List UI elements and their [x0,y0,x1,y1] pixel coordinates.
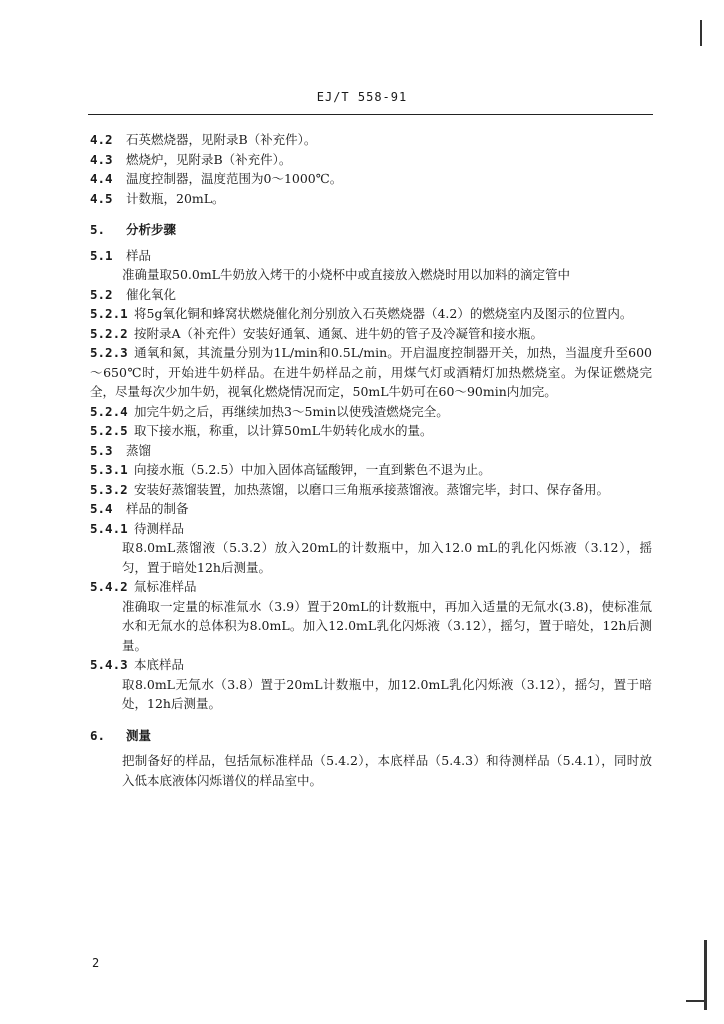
section-6-heading [90,726,652,746]
item-text: 计数瓶，20mL。 [126,190,225,206]
item-text: 本底样品 [134,657,185,672]
item-5-3 [90,441,652,461]
item-number: 5.3 [90,442,113,458]
item-text: 按附录A（补充件）安装好通氧、通氮、进牛奶的管子及冷凝管和接水瓶。 [134,325,544,341]
item-number: 5.2.5 [90,423,128,438]
section-6-body: 把制备好的样品，包括氚标准样品（5.4.2），本底样品（5.4.3）和待测样品（5.4.1），同时放入低本底液体闪烁谱仪的样品室中。 [122,753,652,788]
page-number: 2 [92,956,100,970]
item-4-4 [90,169,652,189]
item-text: 样品的制备 [126,501,189,516]
item-4-3 [90,150,652,170]
item-text: 样品 [126,247,152,263]
section-title: 测量 [126,727,152,743]
item-text: 蒸馏 [126,442,152,458]
item-4-5 [90,189,652,209]
item-5-2-3 [90,343,652,402]
item-number: 5.4.1 [90,520,128,536]
item-number: 4.5 [90,190,113,206]
item-text: 燃烧炉，见附录B（补充件）。 [126,151,292,167]
item-5-3-1 [90,460,652,480]
item-5-4 [90,499,652,519]
item-number: 5.3.1 [90,462,128,477]
header-rule [88,114,653,115]
item-text: 取下接水瓶，称重，以计算50mL牛奶转化成水的量。 [134,423,433,438]
item-5-1-body: 准确量取50.0mL牛奶放入烤干的小烧杯中或直接放入燃烧时用以加料的滴定管中 [122,267,570,282]
document-code: EJ/T 558-91 [316,90,408,104]
item-5-4-1 [90,519,652,539]
item-number: 4.2 [90,132,113,147]
section-5-heading [90,220,652,240]
item-number: 5.2.3 [90,345,128,360]
item-5-2-4 [90,402,652,422]
item-text: 向接水瓶（5.2.5）中加入固体高锰酸钾，一直到紫色不退为止。 [134,462,491,477]
item-4-2 [90,130,652,150]
item-text: 通氧和氮，其流量分别为1L/min和0.5L/min。开启温度控制器开关，加热，当温度升至600～650℃时，开始进牛奶样品。在进牛奶样品之前，用煤气灯或酒精灯加热燃烧室。为保证燃烧完全，尽量每次少加牛奶，视氧化燃烧情况而定，50mL牛奶可在60～90min内加完。 [90,345,652,399]
item-number: 5.4.3 [90,657,128,672]
item-number: 5.2.4 [90,403,128,419]
document-body [90,130,652,790]
item-5-2-1 [90,304,652,324]
item-5-4-2-body: 准确取一定量的标准氚水（3.9）置于20mL的计数瓶中，再加入适量的无氚水(3.8)，使标准氚水和无氚水的总体积为8.0mL。加入12.0mL乳化闪烁液（3.12），摇匀，置于暗处，12h后测量。 [122,598,652,653]
item-number: 4.3 [90,151,113,167]
item-text: 待测样品 [134,520,185,536]
item-5-3-2 [90,480,652,500]
item-text: 将5g氧化铜和蜂窝状燃烧催化剂分别放入石英燃烧器（4.2）的燃烧室内及图示的位置内。 [134,306,633,321]
item-text: 温度控制器，温度范围为0～1000℃。 [126,171,343,186]
section-number: 6. [90,727,106,743]
item-5-2-2 [90,324,652,344]
item-number: 5.2.1 [90,306,128,321]
item-5-2-5 [90,421,652,441]
item-text: 加完牛奶之后，再继续加热3～5min以使残渣燃烧完全。 [134,403,449,419]
item-number: 5.2.2 [90,325,128,341]
item-5-4-2 [90,577,652,597]
item-number: 5.4.2 [90,579,128,594]
item-number: 4.4 [90,171,113,186]
item-5-4-3 [90,655,652,675]
item-number: 5.3.2 [90,481,128,497]
item-text: 氚标准样品 [134,579,197,594]
item-5-4-1-body: 取8.0mL蒸馏液（5.3.2）放入20mL的计数瓶中，加入12.0 mL的乳化闪烁液（3.12），摇匀，置于暗处12h后测量。 [122,540,652,575]
section-number: 5. [90,222,106,237]
item-5-2 [90,285,652,305]
item-5-1 [90,246,652,266]
item-text: 催化氧化 [126,286,177,302]
item-text: 安装好蒸馏装置，加热蒸馏，以磨口三角瓶承接蒸馏液。蒸馏完毕，封口、保存备用。 [134,481,610,497]
item-number: 5.2 [90,286,113,302]
item-text: 石英燃烧器，见附录B（补充件）。 [126,132,317,147]
item-number: 5.4 [90,501,113,516]
scan-edge-mark [686,1000,706,1002]
item-5-4-3-body: 取8.0mL无氚水（3.8）置于20mL计数瓶中，加12.0mL乳化闪烁液（3.12），摇匀，置于暗处，12h后测量。 [122,676,652,711]
scan-edge-mark [700,20,702,46]
item-number: 5.1 [90,247,113,263]
section-title: 分析步骤 [126,222,177,237]
